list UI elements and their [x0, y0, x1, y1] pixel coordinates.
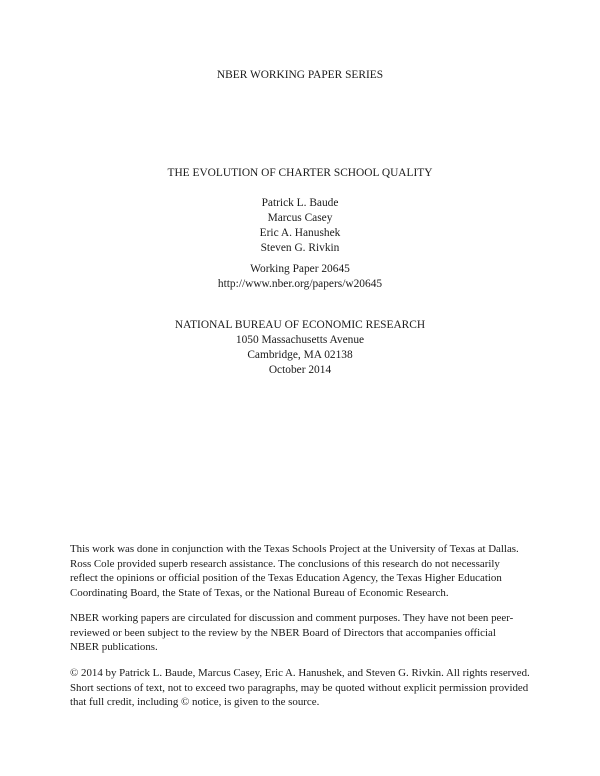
note-line: Coordinating Board, the State of Texas, or the National Bureau of Economic Research. [70, 586, 449, 599]
author-name: Patrick L. Baude [261, 197, 339, 209]
author-name: Steven G. Rivkin [260, 242, 340, 254]
copyright-note [70, 666, 540, 710]
institution-address-city: Cambridge, MA 02138 [247, 349, 353, 361]
disclaimer-note [70, 611, 540, 655]
institution-block [0, 318, 600, 378]
acknowledgment-note [70, 542, 540, 600]
paper-url: http://www.nber.org/papers/w20645 [217, 278, 383, 290]
author-name: Eric A. Hanushek [259, 227, 341, 239]
institution-address-street: 1050 Massachusetts Avenue [235, 334, 365, 346]
paper-title: THE EVOLUTION OF CHARTER SCHOOL QUALITY [167, 167, 433, 179]
publication-date: October 2014 [268, 364, 332, 376]
paper-number: Working Paper 20645 [250, 263, 350, 275]
note-line: that full credit, including © notice, is given to the source. [70, 696, 320, 709]
author-name: Marcus Casey [267, 212, 333, 224]
note-line: NBER working papers are circulated for discussion and comment purposes. They have not been peer- [70, 612, 514, 624]
note-line: Short sections of text, not to exceed two paragraphs, may be quoted without explicit permission provided [70, 681, 529, 694]
note-line: reviewed or been subject to the review by the NBER Board of Directors that accompanies official [70, 626, 496, 639]
paper-info [0, 262, 600, 292]
note-line: NBER publications. [70, 641, 158, 654]
author-list [0, 196, 600, 256]
note-line: This work was done in conjunction with the Texas Schools Project at the University of Texas at Dallas. [70, 543, 519, 555]
series-label: NBER WORKING PAPER SERIES [216, 69, 384, 81]
note-line: Ross Cole provided superb research assistance. The conclusions of this research do not necessarily [70, 557, 500, 570]
note-line: © 2014 by Patrick L. Baude, Marcus Casey, Eric A. Hanushek, and Steven G. Rivkin. All rights reserved. [70, 667, 530, 679]
institution-name: NATIONAL BUREAU OF ECONOMIC RESEARCH [174, 319, 426, 331]
note-line: reflect the opinions or official position of the Texas Education Agency, the Texas Higher Education [70, 572, 502, 585]
